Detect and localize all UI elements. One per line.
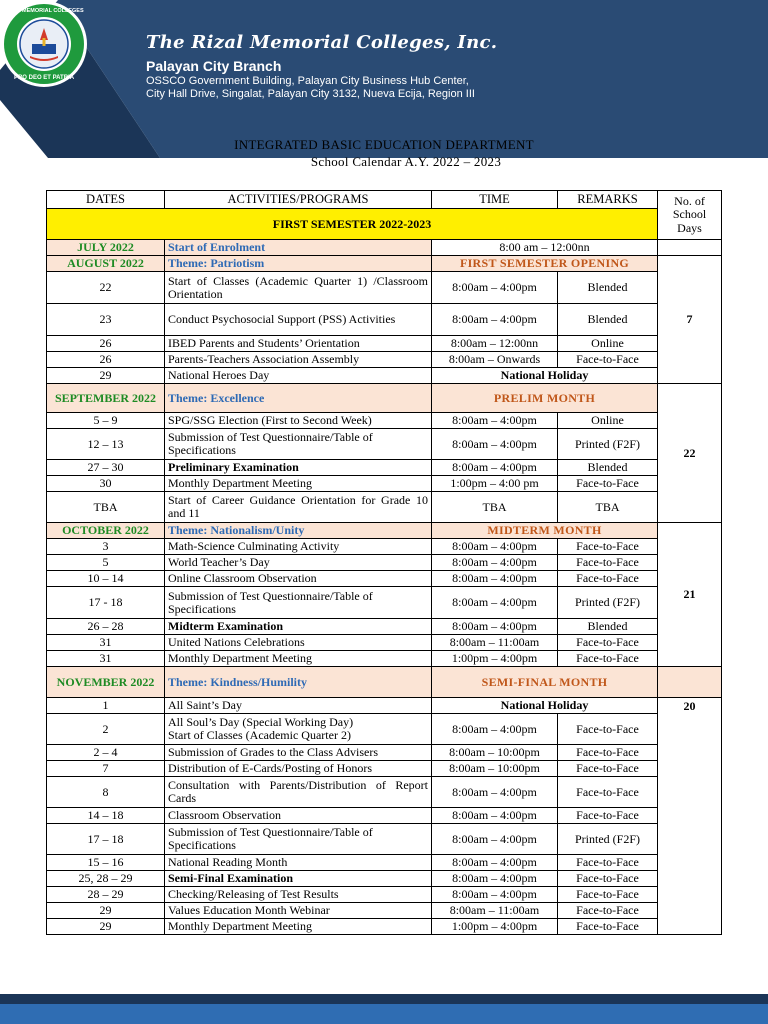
table-row <box>47 523 722 539</box>
august-theme: Theme: Patriotism <box>165 256 432 272</box>
date-cell: 31 <box>47 651 165 667</box>
table-row <box>47 903 722 919</box>
september-phase: PRELIM MONTH <box>432 384 658 413</box>
remarks-cell: Face-to-Face <box>558 887 658 903</box>
activity-line-2: Start of Classes (Academic Quarter 2) <box>168 728 351 742</box>
table-row <box>47 635 722 651</box>
activity-cell: Submission of Test Questionnaire/Table of Specifications <box>165 429 432 460</box>
november-phase: SEMI-FINAL MONTH <box>432 667 658 698</box>
date-cell: 29 <box>47 368 165 384</box>
remarks-cell: Printed (F2F) <box>558 824 658 855</box>
september-school-days: 22 <box>658 384 722 523</box>
october-phase: MIDTERM MONTH <box>432 523 658 539</box>
date-cell: 22 <box>47 272 165 304</box>
november-school-days: 20 <box>658 698 722 935</box>
activity-cell: Checking/Releasing of Test Results <box>165 887 432 903</box>
remarks-cell: Blended <box>558 272 658 304</box>
month-november: NOVEMBER 2022 <box>47 667 165 698</box>
activity-cell: Math-Science Culminating Activity <box>165 539 432 555</box>
date-cell: 27 – 30 <box>47 460 165 476</box>
august-school-days: 7 <box>658 256 722 384</box>
table-row <box>47 368 722 384</box>
time-cell: 1:00pm – 4:00 pm <box>432 476 558 492</box>
time-cell: 8:00am – 4:00pm <box>432 429 558 460</box>
november-theme: Theme: Kindness/Humility <box>165 667 432 698</box>
date-cell: 10 – 14 <box>47 571 165 587</box>
activity-cell <box>165 714 432 745</box>
department-title: INTEGRATED BASIC EDUCATION DEPARTMENT <box>234 137 534 152</box>
address-line-2: City Hall Drive, Singalat, Palayan City 3132, Nueva Ecija, Region III <box>146 88 475 100</box>
activity-cell: All Saint’s Day <box>165 698 432 714</box>
activity-cell: Submission of Test Questionnaire/Table of Specifications <box>165 824 432 855</box>
activity-cell: Midterm Examination <box>165 619 432 635</box>
july-days <box>658 240 722 256</box>
table-row <box>47 777 722 808</box>
holiday-cell: National Holiday <box>432 698 658 714</box>
remarks-cell: Face-to-Face <box>558 919 658 935</box>
header-school-days: No. of School Days <box>658 191 722 240</box>
header-remarks: REMARKS <box>558 191 658 209</box>
remarks-cell: Face-to-Face <box>558 745 658 761</box>
remarks-cell: Face-to-Face <box>558 777 658 808</box>
september-theme: Theme: Excellence <box>165 384 432 413</box>
remarks-cell: Blended <box>558 619 658 635</box>
remarks-cell: Face-to-Face <box>558 855 658 871</box>
table-row <box>47 384 722 413</box>
time-cell: 8:00am – 10:00pm <box>432 761 558 777</box>
activity-cell: World Teacher’s Day <box>165 555 432 571</box>
activity-cell: National Reading Month <box>165 855 432 871</box>
time-cell: 8:00am – 4:00pm <box>432 304 558 336</box>
date-cell: 17 - 18 <box>47 587 165 619</box>
seal-name: RIZAL MEMORIAL COLLEGES <box>4 8 84 14</box>
remarks-cell: TBA <box>558 492 658 523</box>
activity-cell: Monthly Department Meeting <box>165 476 432 492</box>
activity-cell: Conduct Psychosocial Support (PSS) Activities <box>165 304 432 336</box>
remarks-cell: Printed (F2F) <box>558 587 658 619</box>
month-august: AUGUST 2022 <box>47 256 165 272</box>
time-cell: 8:00am – 4:00pm <box>432 824 558 855</box>
table-row <box>47 587 722 619</box>
activity-cell: Consultation with Parents/Distribution of Report Cards <box>165 777 432 808</box>
november-header-days <box>658 667 722 698</box>
date-cell: 1 <box>47 698 165 714</box>
month-july: JULY 2022 <box>47 240 165 256</box>
table-row <box>47 808 722 824</box>
date-cell: 28 – 29 <box>47 887 165 903</box>
date-cell: 14 – 18 <box>47 808 165 824</box>
remarks-cell: Face-to-Face <box>558 808 658 824</box>
table-row <box>47 887 722 903</box>
table-row <box>47 714 722 745</box>
table-row <box>47 336 722 352</box>
date-cell: 8 <box>47 777 165 808</box>
activity-cell: Monthly Department Meeting <box>165 651 432 667</box>
time-cell: 8:00am – 4:00pm <box>432 619 558 635</box>
date-cell: 26 – 28 <box>47 619 165 635</box>
table-row <box>47 667 722 698</box>
time-cell: 8:00am – 4:00pm <box>432 855 558 871</box>
remarks-cell: Face-to-Face <box>558 555 658 571</box>
activity-cell: United Nations Celebrations <box>165 635 432 651</box>
holiday-cell: National Holiday <box>432 368 658 384</box>
activity-cell: Start of Classes (Academic Quarter 1) /Classroom Orientation <box>165 272 432 304</box>
table-row <box>47 919 722 935</box>
calendar-title: School Calendar A.Y. 2022 – 2023 <box>310 154 502 169</box>
date-cell: 7 <box>47 761 165 777</box>
time-cell: 8:00am – 4:00pm <box>432 539 558 555</box>
activity-cell: Submission of Grades to the Class Advisers <box>165 745 432 761</box>
month-september: SEPTEMBER 2022 <box>47 384 165 413</box>
school-calendar-table <box>46 190 722 935</box>
table-row <box>47 492 722 523</box>
date-cell: 2 – 4 <box>47 745 165 761</box>
address-line-1: OSSCO Government Building, Palayan City Business Hub Center, <box>146 75 469 87</box>
date-cell: 29 <box>47 919 165 935</box>
time-cell: 8:00am – 12:00nn <box>432 336 558 352</box>
july-activity: Start of Enrolment <box>165 240 432 256</box>
july-time: 8:00 am – 12:00nn <box>432 240 658 256</box>
date-cell: 29 <box>47 903 165 919</box>
date-cell: 3 <box>47 539 165 555</box>
remarks-cell: Blended <box>558 304 658 336</box>
remarks-cell: Face-to-Face <box>558 871 658 887</box>
header-time: TIME <box>432 191 558 209</box>
footer-band <box>0 994 768 1024</box>
activity-cell: Online Classroom Observation <box>165 571 432 587</box>
time-cell: 8:00am – 4:00pm <box>432 871 558 887</box>
date-cell: 25, 28 – 29 <box>47 871 165 887</box>
table-row <box>47 429 722 460</box>
activity-line-1: All Soul’s Day (Special Working Day) <box>168 715 354 730</box>
date-cell: 26 <box>47 352 165 368</box>
table-row <box>47 745 722 761</box>
remarks-cell: Face-to-Face <box>558 761 658 777</box>
october-theme: Theme: Nationalism/Unity <box>165 523 432 539</box>
table-row <box>47 698 722 714</box>
table-row <box>47 240 722 256</box>
remarks-cell: Online <box>558 336 658 352</box>
table-row <box>47 460 722 476</box>
time-cell: 1:00pm – 4:00pm <box>432 651 558 667</box>
time-cell: 1:00pm – 4:00pm <box>432 919 558 935</box>
time-cell: 8:00am – Onwards <box>432 352 558 368</box>
header-activities: ACTIVITIES/PROGRAMS <box>165 191 432 209</box>
activity-cell: Submission of Test Questionnaire/Table of Specifications <box>165 587 432 619</box>
october-school-days: 21 <box>658 523 722 667</box>
table-row <box>47 555 722 571</box>
college-seal-logo <box>0 0 88 88</box>
activity-cell: Start of Career Guidance Orientation for Grade 10 and 11 <box>165 492 432 523</box>
date-cell: 26 <box>47 336 165 352</box>
remarks-cell: Face-to-Face <box>558 903 658 919</box>
august-phase: FIRST SEMESTER OPENING <box>432 256 658 272</box>
time-cell: TBA <box>432 492 558 523</box>
table-row <box>47 352 722 368</box>
activity-cell: Values Education Month Webinar <box>165 903 432 919</box>
activity-cell: National Heroes Day <box>165 368 432 384</box>
date-cell: 15 – 16 <box>47 855 165 871</box>
table-row <box>47 824 722 855</box>
date-cell: 30 <box>47 476 165 492</box>
remarks-cell: Face-to-Face <box>558 352 658 368</box>
date-cell: 12 – 13 <box>47 429 165 460</box>
activity-cell: SPG/SSG Election (First to Second Week) <box>165 413 432 429</box>
table-row <box>47 304 722 336</box>
activity-cell: Monthly Department Meeting <box>165 919 432 935</box>
seal-motto: PRO DEO ET PATRIA <box>13 75 75 81</box>
activity-cell: Distribution of E-Cards/Posting of Honors <box>165 761 432 777</box>
semester-banner: FIRST SEMESTER 2022-2023 <box>47 209 658 240</box>
table-row <box>47 571 722 587</box>
time-cell: 8:00am – 4:00pm <box>432 587 558 619</box>
date-cell: 5 <box>47 555 165 571</box>
activity-cell: IBED Parents and Students’ Orientation <box>165 336 432 352</box>
table-row <box>47 651 722 667</box>
time-cell: 8:00am – 10:00pm <box>432 745 558 761</box>
date-cell: TBA <box>47 492 165 523</box>
table-row <box>47 539 722 555</box>
time-cell: 8:00am – 4:00pm <box>432 571 558 587</box>
header-dates: DATES <box>47 191 165 209</box>
college-name: The Rizal Memorial Colleges, Inc. <box>146 32 498 53</box>
time-cell: 8:00am – 4:00pm <box>432 272 558 304</box>
time-cell: 8:00am – 4:00pm <box>432 413 558 429</box>
time-cell: 8:00am – 4:00pm <box>432 714 558 745</box>
time-cell: 8:00am – 4:00pm <box>432 808 558 824</box>
date-cell: 2 <box>47 714 165 745</box>
letterhead <box>0 0 768 158</box>
activity-cell: Classroom Observation <box>165 808 432 824</box>
remarks-cell: Face-to-Face <box>558 651 658 667</box>
time-cell: 8:00am – 4:00pm <box>432 555 558 571</box>
time-cell: 8:00am – 4:00pm <box>432 460 558 476</box>
table-row <box>47 761 722 777</box>
table-row <box>47 256 722 272</box>
activity-cell: Preliminary Examination <box>165 460 432 476</box>
time-cell: 8:00am – 4:00pm <box>432 777 558 808</box>
time-cell: 8:00am – 11:00am <box>432 903 558 919</box>
time-cell: 8:00am – 4:00pm <box>432 887 558 903</box>
date-cell: 23 <box>47 304 165 336</box>
table-row <box>47 476 722 492</box>
month-october: OCTOBER 2022 <box>47 523 165 539</box>
remarks-cell: Face-to-Face <box>558 476 658 492</box>
table-row <box>47 871 722 887</box>
time-cell: 8:00am – 11:00am <box>432 635 558 651</box>
activity-cell: Parents-Teachers Association Assembly <box>165 352 432 368</box>
table-row <box>47 619 722 635</box>
date-cell: 31 <box>47 635 165 651</box>
remarks-cell: Printed (F2F) <box>558 429 658 460</box>
branch-name: Palayan City Branch <box>146 58 282 74</box>
remarks-cell: Face-to-Face <box>558 635 658 651</box>
remarks-cell: Blended <box>558 460 658 476</box>
table-row <box>47 855 722 871</box>
remarks-cell: Face-to-Face <box>558 571 658 587</box>
date-cell: 17 – 18 <box>47 824 165 855</box>
table-row <box>47 272 722 304</box>
remarks-cell: Face-to-Face <box>558 714 658 745</box>
date-cell: 5 – 9 <box>47 413 165 429</box>
table-row <box>47 413 722 429</box>
remarks-cell: Online <box>558 413 658 429</box>
remarks-cell: Face-to-Face <box>558 539 658 555</box>
activity-cell: Semi-Final Examination <box>165 871 432 887</box>
